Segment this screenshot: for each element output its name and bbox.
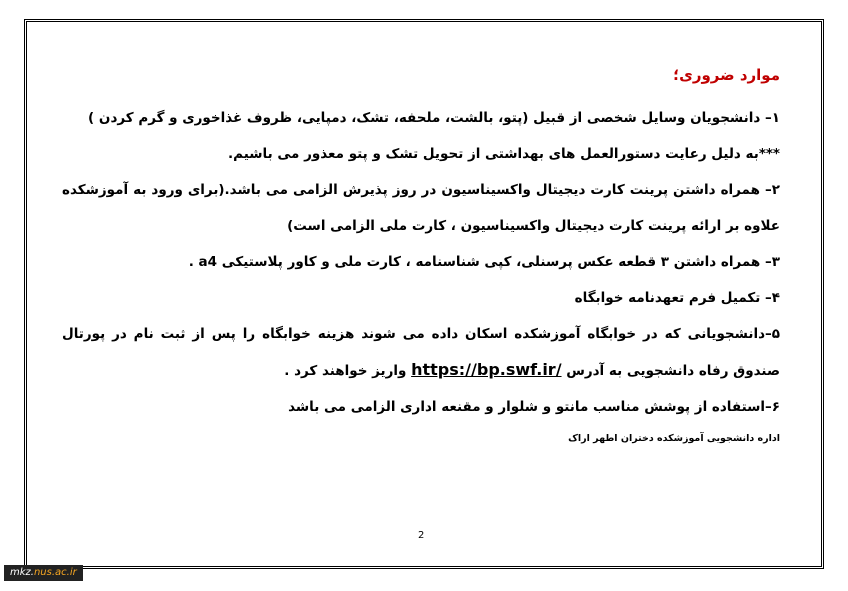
list-item-5-text: ۵–دانشجویانی که در خوابگاه آموزشکده اسکان داده می شوند هزینه خوابگاه را پس از ثبت نام در پورتال صندوق رفاه دانشجویی به آدرس (62, 326, 780, 379)
watermark-prefix: mkz. (10, 567, 34, 578)
list-item-1: ۱– دانشجویان وسایل شخصی از قبیل (پتو، بالشت، ملحفه، تشک، دمپایی، ظروف غذاخوری و گرم کردن ) (88, 110, 780, 126)
portal-url-link[interactable]: https://bp.swf.ir/ (411, 360, 562, 379)
document-body (62, 64, 780, 459)
office-signature: اداره دانشجویی آموزشکده دختران اطهر اراک (568, 433, 780, 444)
list-item-4: ۴– تکمیل فرم تعهدنامه خوابگاه (574, 290, 780, 306)
site-watermark (4, 565, 83, 581)
page-number: 2 (418, 530, 425, 541)
list-item-2: ۲– همراه داشتن پرینت کارت دیجیتال واکسیناسیون در روز پذیرش الزامی می باشد.(برای ورود به آموزشکده علاوه بر ارائه پرینت کارت دیجیتال واکسیناسیون ، کارت ملی الزامی است) (62, 182, 780, 234)
list-item-5 (62, 316, 780, 389)
watermark-domain: nus.ac.ir (33, 567, 77, 578)
list-item-note: ***به دلیل رعایت دستورالعمل های بهداشتی از تحویل تشک و پتو معذور می باشیم. (228, 146, 780, 162)
list-item-5-tail: واریز خواهند کرد . (284, 363, 412, 379)
list-item-6: ۶–استفاده از پوشش مناسب مانتو و شلوار و مقنعه اداری الزامی می باشد (288, 399, 780, 415)
list-item-3: ۳– همراه داشتن ۳ قطعه عکس پرسنلی، کپی شناسنامه ، کارت ملی و کاور پلاستیکی a4 . (188, 254, 780, 270)
section-heading: موارد ضروری؛ (673, 66, 780, 84)
